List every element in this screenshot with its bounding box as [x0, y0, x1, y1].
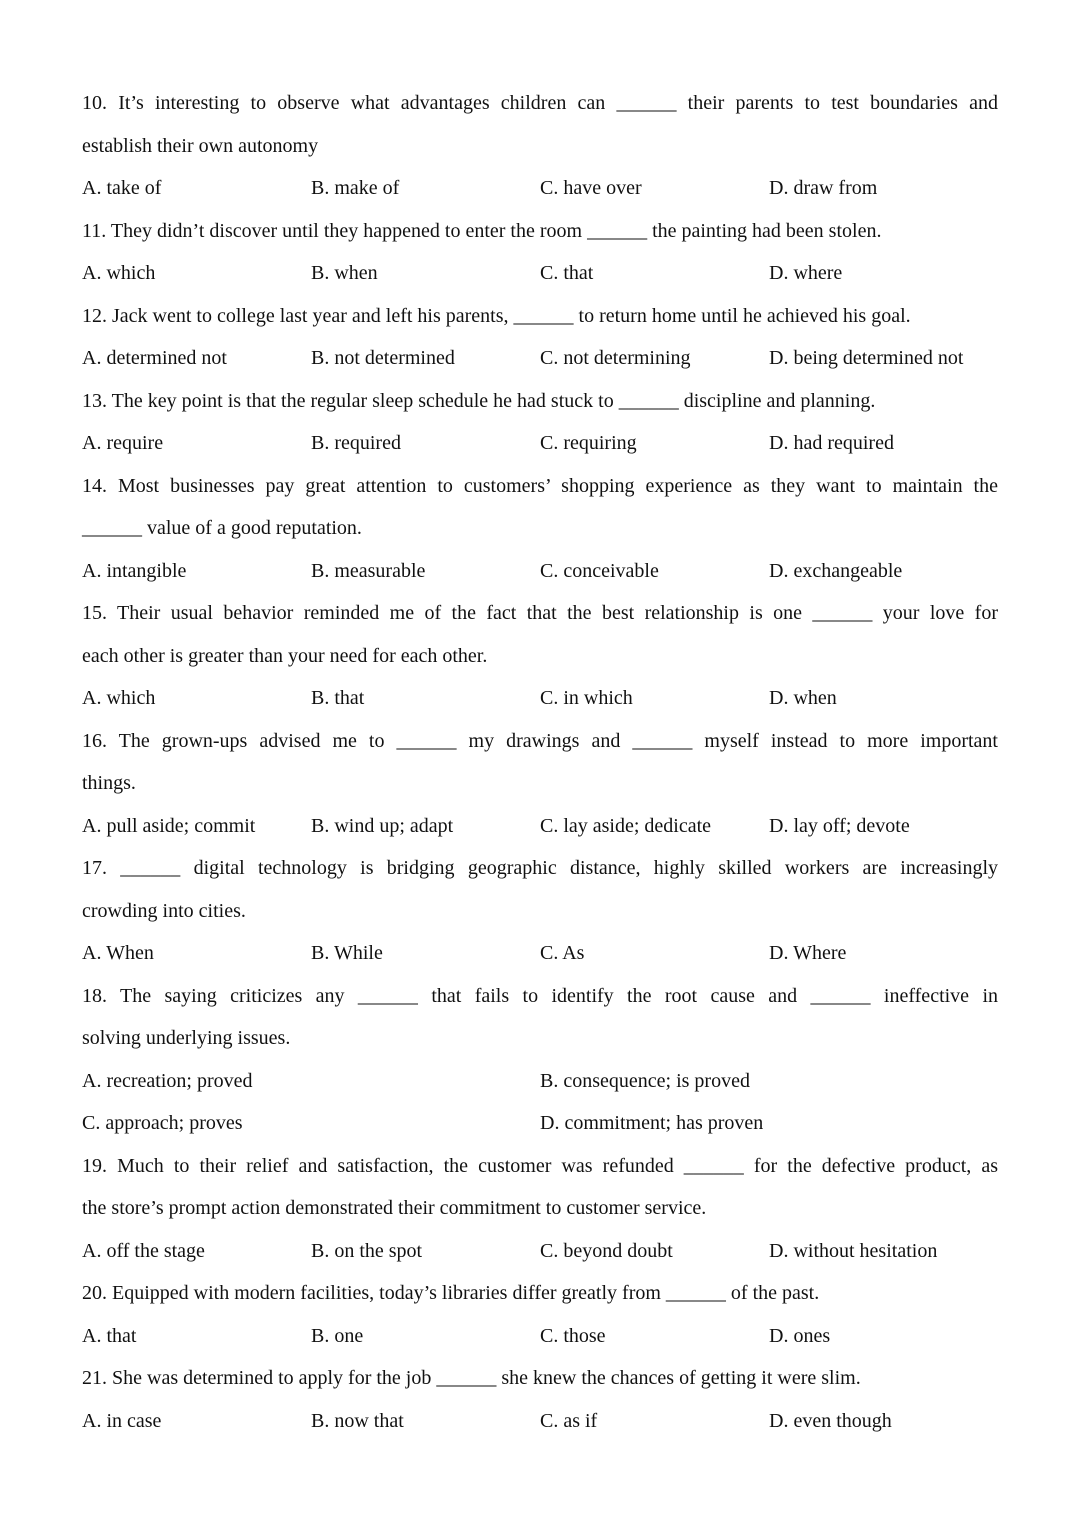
option-d: D. had required [769, 432, 894, 454]
option-d: D. commitment; has proven [540, 1112, 764, 1134]
question-20 [82, 1272, 998, 1357]
option-c: C. not determining [540, 347, 691, 369]
option-d: D. lay off; devote [769, 814, 910, 837]
options-row [82, 1315, 998, 1358]
option-d: D. even though [769, 1409, 892, 1432]
option-d: D. ones [769, 1324, 831, 1347]
option-d: D. Where [769, 942, 847, 964]
option-a: A. off the stage [82, 1239, 205, 1262]
options-row [82, 1060, 998, 1103]
option-c: C. those [540, 1324, 606, 1347]
option-d: D. where [769, 262, 843, 284]
option-b: B. on the spot [311, 1239, 423, 1262]
option-b: B. required [311, 432, 401, 454]
question-14 [82, 465, 998, 593]
option-c: C. approach; proves [82, 1112, 243, 1134]
option-a: A. which [82, 687, 156, 709]
question-11 [82, 210, 998, 295]
question-text-line: 12. Jack went to college last year and left his parents, ______ to return home until he achieved his goal. [82, 304, 911, 327]
option-c: C. as if [540, 1409, 598, 1432]
question-text-line: 17. ______ digital technology is bridging geographic distance, highly skilled workers are increasingly [82, 857, 998, 879]
options-row [82, 167, 998, 210]
option-a: A. in case [82, 1409, 162, 1432]
option-b: B. While [311, 942, 383, 964]
question-18 [82, 975, 998, 1145]
question-text-line: 13. The key point is that the regular sleep schedule he had stuck to ______ discipline and planning. [82, 389, 876, 412]
question-13 [82, 380, 998, 465]
option-a: A. which [82, 262, 156, 284]
option-b: B. make of [311, 177, 400, 199]
options-row [82, 337, 998, 380]
question-19 [82, 1145, 998, 1273]
exam-page [82, 82, 998, 1442]
option-d: D. being determined not [769, 347, 964, 369]
question-10 [82, 82, 998, 210]
options-row [82, 1230, 998, 1273]
question-text-line: the store’s prompt action demonstrated their commitment to customer service. [82, 1197, 707, 1219]
option-b: B. one [311, 1324, 364, 1347]
option-d: D. draw from [769, 177, 878, 199]
question-17 [82, 847, 998, 975]
option-d: D. exchangeable [769, 559, 903, 582]
question-text-line: establish their own autonomy [82, 134, 319, 157]
option-a: A. recreation; proved [82, 1069, 253, 1092]
option-d: D. when [769, 687, 837, 709]
option-b: B. measurable [311, 559, 426, 582]
question-16 [82, 720, 998, 848]
question-text-line: ______ value of a good reputation. [82, 517, 362, 539]
option-a: A. that [82, 1324, 137, 1347]
question-text-line: 21. She was determined to apply for the job ______ she knew the chances of getting it were slim. [82, 1367, 861, 1389]
options-row [82, 1400, 998, 1443]
question-text-line: things. [82, 772, 136, 794]
options-row [82, 1102, 998, 1145]
question-21 [82, 1357, 998, 1442]
option-c: C. in which [540, 687, 633, 709]
question-15 [82, 592, 998, 720]
option-a: A. pull aside; commit [82, 814, 256, 837]
option-c: C. requiring [540, 432, 637, 454]
options-row [82, 932, 998, 975]
option-a: A. require [82, 432, 164, 454]
options-row [82, 805, 998, 848]
option-a: A. intangible [82, 559, 187, 582]
question-text-line: solving underlying issues. [82, 1027, 291, 1049]
option-b: B. wind up; adapt [311, 814, 454, 837]
question-text-line: 15. Their usual behavior reminded me of the fact that the best relationship is one ______ your love for [82, 602, 998, 624]
option-b: B. not determined [311, 347, 455, 369]
option-c: C. have over [540, 177, 642, 199]
question-12 [82, 295, 998, 380]
question-text-line: 16. The grown-ups advised me to ______ my drawings and ______ myself instead to more important [82, 729, 998, 752]
option-b: B. when [311, 262, 378, 284]
question-text-line: crowding into cities. [82, 899, 246, 922]
question-text-line: 18. The saying criticizes any ______ that fails to identify the root cause and ______ ineffective in [82, 984, 998, 1007]
option-c: C. As [540, 942, 585, 964]
question-text-line: 20. Equipped with modern facilities, today’s libraries differ greatly from ______ of the past. [82, 1282, 820, 1304]
options-row [82, 550, 998, 593]
question-text-line: 19. Much to their relief and satisfaction, the customer was refunded ______ for the defective product, as [82, 1154, 998, 1177]
option-b: B. now that [311, 1409, 404, 1432]
option-c: C. that [540, 262, 594, 284]
option-c: C. conceivable [540, 559, 659, 582]
option-d: D. without hesitation [769, 1239, 938, 1262]
options-row [82, 677, 998, 720]
question-text-line: 14. Most businesses pay great attention to customers’ shopping experience as they want to maintain the [82, 474, 998, 497]
question-text-line: 10. It’s interesting to observe what advantages children can ______ their parents to test boundaries and [82, 92, 998, 114]
option-c: C. beyond doubt [540, 1239, 673, 1262]
option-c: C. lay aside; dedicate [540, 814, 712, 837]
question-text-line: 11. They didn’t discover until they happened to enter the room ______ the painting had been stolen. [82, 219, 882, 242]
option-b: B. consequence; is proved [540, 1069, 750, 1092]
option-b: B. that [311, 687, 365, 709]
question-text-line: each other is greater than your need for each other. [82, 644, 488, 667]
options-row [82, 252, 998, 295]
option-a: A. When [82, 942, 154, 964]
options-row [82, 422, 998, 465]
option-a: A. determined not [82, 347, 227, 369]
option-a: A. take of [82, 177, 162, 199]
